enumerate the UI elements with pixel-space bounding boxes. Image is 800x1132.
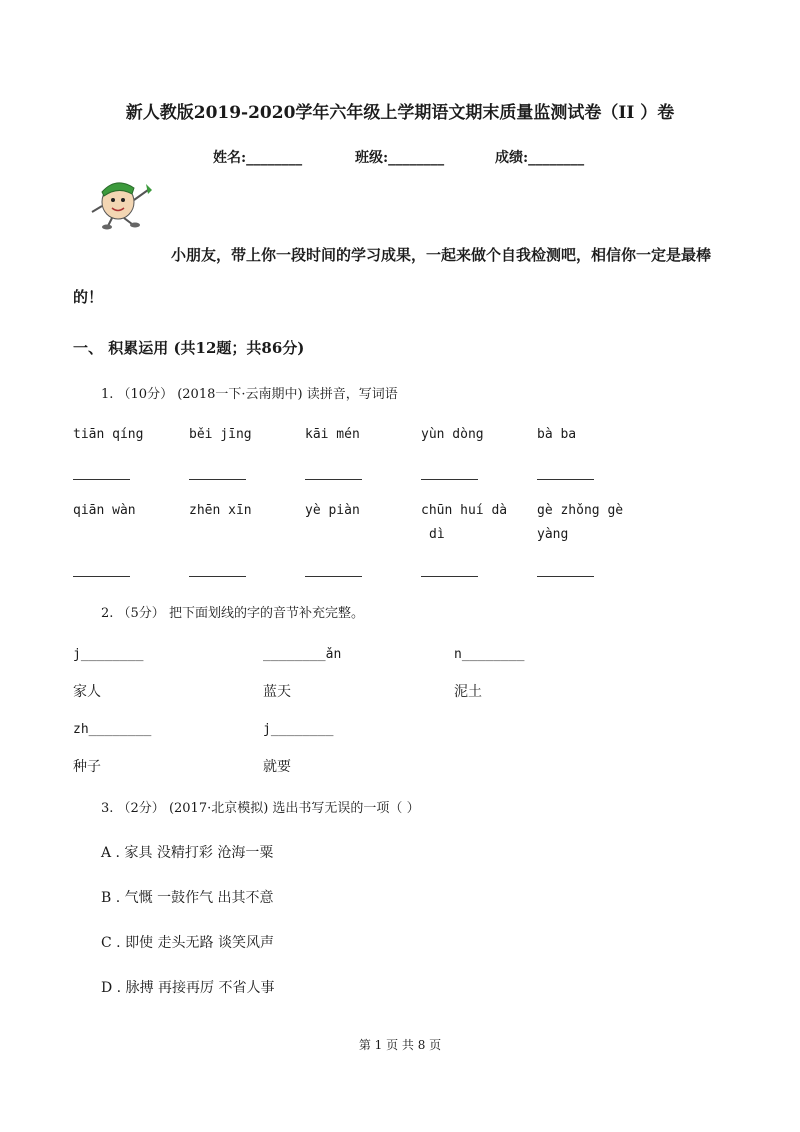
pinyin-8: yè piàn (305, 503, 360, 518)
pinyin-2: běi jīng (189, 427, 252, 442)
pinyin-10: gè zhǒng gè (537, 503, 624, 518)
answer-blank[interactable] (189, 479, 246, 480)
syllable-blank-1[interactable]: j________ (73, 647, 144, 662)
score-field: 成绩:________ (495, 150, 585, 166)
word-3: 泥土 (454, 684, 482, 700)
word-4: 种子 (73, 759, 101, 775)
answer-blank[interactable] (73, 576, 130, 577)
question-3-header: 3. （2分） (2017·北京模拟) 选出书写无误的一项（ ） (101, 801, 420, 816)
option-b[interactable]: B . 气慨 一鼓作气 出其不意 (101, 890, 274, 906)
answer-blank[interactable] (73, 479, 130, 480)
syllable-blank-2[interactable]: ________ǎn (263, 647, 342, 662)
syllable-blank-3[interactable]: n________ (454, 647, 525, 662)
syllable-blank-5[interactable]: j________ (263, 722, 334, 737)
pinyin-9: chūn huí dà (421, 503, 508, 518)
pinyin-9-cont: dì (429, 527, 445, 542)
answer-blank[interactable] (189, 576, 246, 577)
syllable-blank-4[interactable]: zh________ (73, 722, 152, 737)
pinyin-4: yùn dòng (421, 427, 484, 442)
word-5: 就要 (263, 759, 291, 775)
section-heading: 一、 积累运用 (共12题；共86分) (73, 339, 305, 357)
pinyin-1: tiān qíng (73, 427, 144, 442)
option-c[interactable]: C . 即使 走头无路 谈笑风声 (101, 935, 274, 951)
page-footer: 第 1 页 共 8 页 (358, 1038, 442, 1052)
name-field: 姓名:________ (213, 150, 303, 166)
page-title: 新人教版2019-2020学年六年级上学期语文期末质量监测试卷（II ）卷 (125, 103, 675, 123)
question-2-header: 2. （5分） 把下面划线的字的音节补充完整。 (101, 606, 364, 621)
pinyin-6: qiān wàn (73, 503, 136, 518)
pinyin-5: bà ba (537, 427, 577, 442)
word-1: 家人 (73, 684, 101, 700)
word-2: 蓝天 (263, 684, 291, 700)
mascot-icon (88, 170, 158, 230)
answer-blank[interactable] (421, 479, 478, 480)
answer-blank[interactable] (537, 479, 594, 480)
answer-blank[interactable] (305, 576, 362, 577)
pinyin-3: kāi mén (305, 427, 360, 442)
class-field: 班级:________ (355, 150, 445, 166)
pinyin-7: zhēn xīn (189, 503, 252, 518)
answer-blank[interactable] (537, 576, 594, 577)
answer-blank[interactable] (421, 576, 478, 577)
pinyin-10-cont: yàng (537, 527, 569, 542)
option-a[interactable]: A . 家具 没精打彩 沧海一粟 (101, 845, 274, 861)
intro-line-2: 的！ (73, 288, 104, 306)
answer-blank[interactable] (305, 479, 362, 480)
option-d[interactable]: D . 脉搏 再接再厉 不省人事 (101, 980, 275, 996)
intro-line-1: 小朋友，带上你一段时间的学习成果，一起来做个自我检测吧，相信你一定是最棒 (171, 246, 712, 264)
question-1-header: 1. （10分） (2018一下·云南期中) 读拼音，写词语 (101, 387, 398, 402)
